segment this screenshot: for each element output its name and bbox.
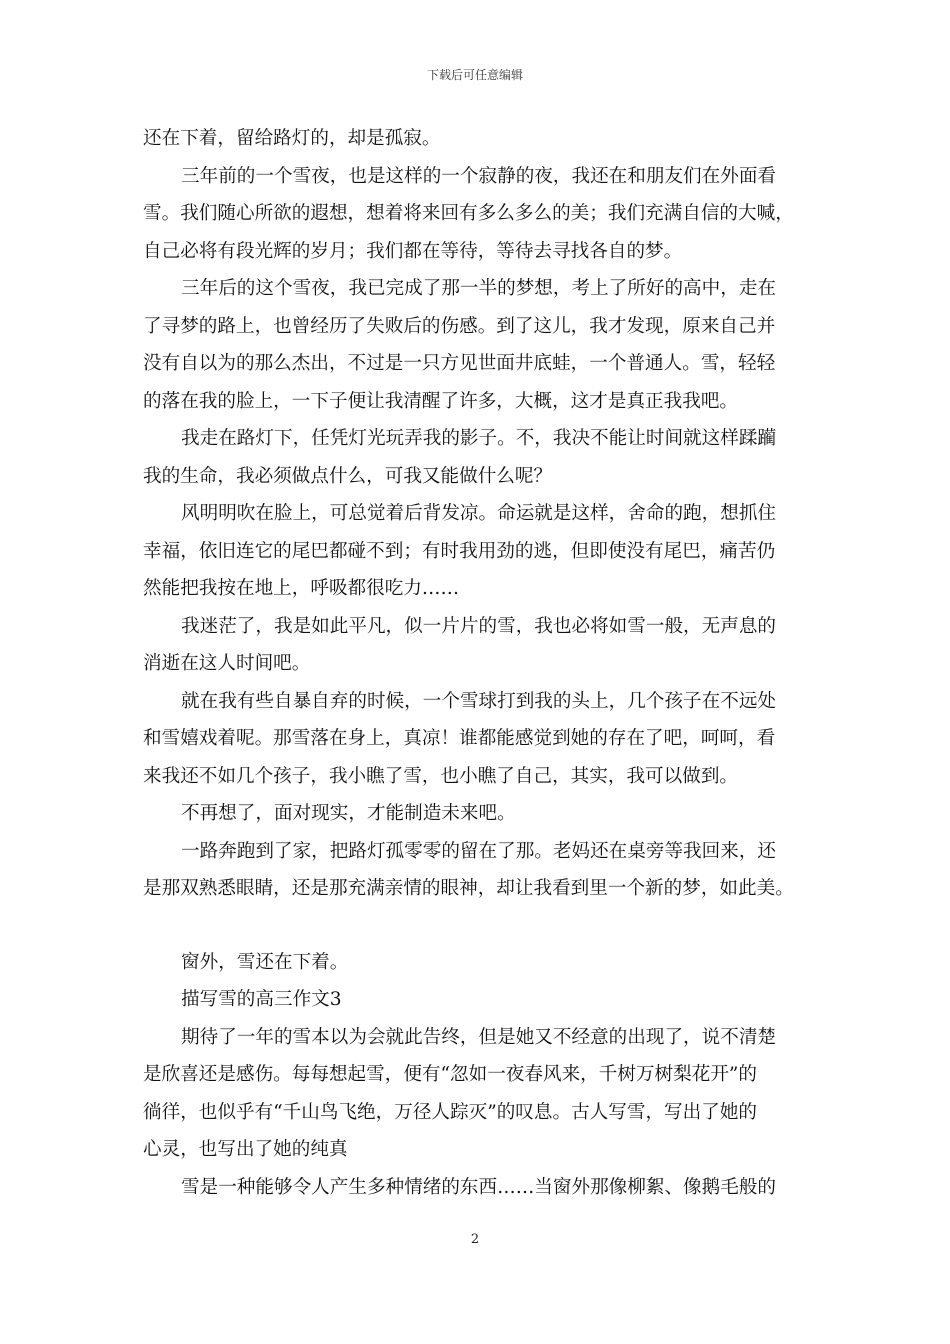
- text-line: 还在下着，留给路灯的，却是孤寂。: [143, 128, 441, 149]
- section-title: 描写雪的高三作文3: [181, 989, 342, 1010]
- text-line: 是那双熟悉眼睛，还是那充满亲情的眼神，却让我看到里一个新的梦，如此美。: [143, 878, 794, 899]
- text-line: 就在我有些自暴自弃的时候，一个雪球打到我的头上，几个孩子在不远处: [181, 690, 777, 712]
- text-line: 徜徉，也似乎有“千山鸟飞绝，万径人踪灭”的叹息。古人写雪，写出了她的: [143, 1101, 758, 1123]
- text-line: 期待了一年的雪本以为会就此告终，但是她又不经意的出现了，说不清楚: [181, 1026, 777, 1048]
- text-line: 三年后的这个雪夜，我已完成了那一半的梦想，考上了所好的高中，走在: [181, 278, 777, 299]
- text-line: 心灵，也写出了她的纯真: [143, 1139, 348, 1160]
- text-line: 窗外，雪还在下着。: [181, 951, 349, 973]
- text-line: 自己必将有段光辉的岁月；我们都在等待，等待去寻找各自的梦。: [143, 240, 683, 262]
- text-line: 雪是一种能够令人产生多种情绪的东西……当窗外那像柳絮、像鹅毛般的: [181, 1176, 777, 1198]
- document-body: [143, 120, 823, 1206]
- text-line: 的落在我的脸上，一下子便让我清醒了许多，大概，这才是真正我我吧。: [143, 390, 739, 412]
- text-line: 和雪嬉戏着呢。那雪落在身上，真凉！谁都能感觉到她的存在了吧，呵呵，看: [143, 728, 776, 749]
- text-line: 风明明吹在脸上，可总觉着后背发凉。命运就是这样，舍命的跑，想抓住: [181, 503, 777, 524]
- text-line: 没有自以为的那么杰出，不过是一只方见世面井底蛙，一个普通人。雪，轻轻: [143, 353, 776, 374]
- text-line: 我迷茫了，我是如此平凡，似一片片的雪，我也必将如雪一般，无声息的: [181, 615, 777, 637]
- text-line: 不再想了，面对现实，才能制造未来吧。: [181, 803, 516, 824]
- text-line: 我走在路灯下，任凭灯光玩弄我的影子。不，我决不能让时间就这样蹂躏: [181, 428, 777, 449]
- text-line: 消逝在这人时间吧。: [143, 653, 311, 674]
- text-line: 三年前的一个雪夜，也是这样的一个寂静的夜，我还在和朋友们在外面看: [181, 165, 777, 187]
- text-line: 是欣喜还是感伤。每每想起雪，便有“忽如一夜春风来，千树万树梨花开”的: [143, 1064, 758, 1085]
- text-line: 我的生命，我必须做点什么，可我又能做什么呢？: [143, 465, 553, 487]
- page-header: 下载后可任意编辑: [426, 68, 523, 82]
- text-line: 幸福，依旧连它的尾巴都碰不到；有时我用劲的逃，但即使没有尾巴，痛苦仍: [143, 540, 776, 562]
- text-line: 雪。我们随心所欲的遐想，想着将来回有多么多么的美；我们充满自信的大喊，: [143, 203, 794, 224]
- text-line: 一路奔跑到了家，把路灯孤零零的留在了那。老妈还在桌旁等我回来，还: [181, 840, 777, 862]
- paragraph-gap: [143, 908, 823, 944]
- text-line: 然能把我按在地上，呼吸都很吃力……: [143, 578, 460, 599]
- page-number: 2: [470, 1232, 480, 1247]
- text-line: 来我还不如几个孩子，我小瞧了雪，也小瞧了自己，其实，我可以做到。: [143, 765, 739, 787]
- text-line: 了寻梦的路上，也曾经历了失败后的伤感。到了这儿，我才发现，原来自己并: [143, 315, 776, 337]
